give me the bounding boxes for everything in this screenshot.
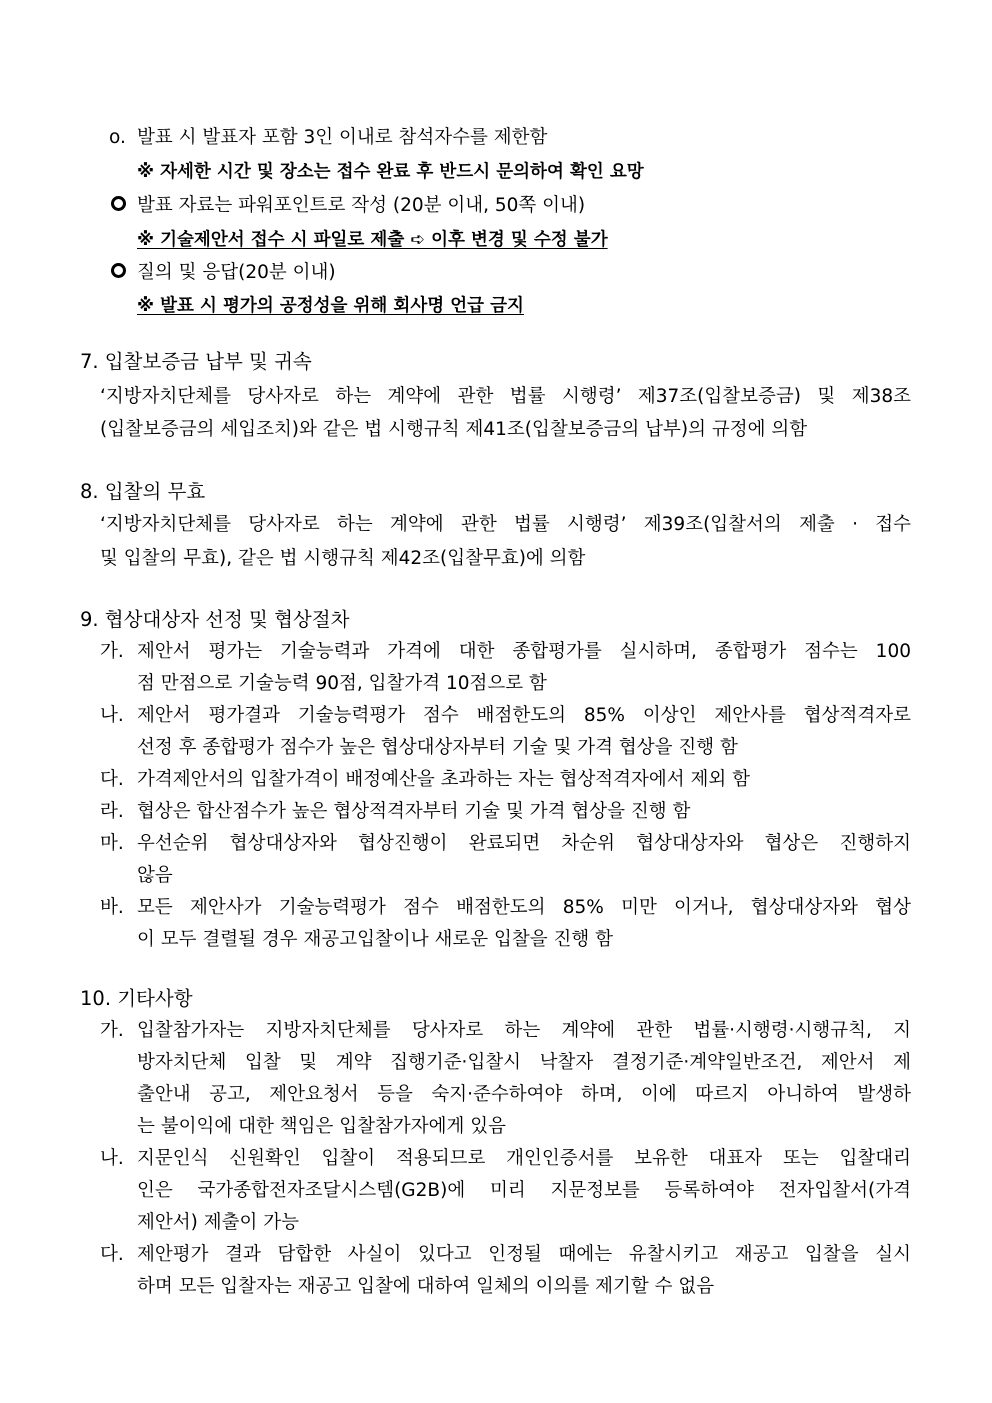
- list-item-line: 제안서 평가는 기술능력과 가격에 대한 종합평가를 실시하며, 종합평가 점수는 100: [137, 641, 911, 662]
- note-text: ※ 기술제안서 접수 시 파일로 제출 ➪ 이후 변경 및 수정 불가: [137, 230, 608, 250]
- section-heading: 8. 입찰의 무효: [80, 480, 206, 503]
- list-item-line: 모든 제안사가 기술능력평가 점수 배점한도의 85% 미만 이거나, 협상대상자와 협상: [137, 897, 911, 918]
- section-heading: 9. 협상대상자 선정 및 협상절차: [80, 608, 350, 631]
- list-item-line: 협상은 합산점수가 높은 협상적격자부터 기술 및 가격 협상을 진행 함: [137, 801, 691, 822]
- paragraph-line: ‘지방자치단체를 당사자로 하는 계약에 관한 법률 시행령’ 제39조(입찰서의 제출 · 접수: [100, 514, 911, 535]
- list-item-line: 입찰참가자는 지방자치단체를 당사자로 하는 계약에 관한 법률·시행령·시행규칙, 지: [137, 1020, 911, 1041]
- list-marker: 바.: [100, 897, 124, 918]
- hollow-circle-bullet-icon: [111, 193, 126, 219]
- list-item-line: 점 만점으로 기술능력 90점, 입찰가격 10점으로 함: [137, 673, 547, 694]
- list-item-line: 않음: [137, 865, 173, 886]
- list-item-line: 출안내 공고, 제안요청서 등을 숙지·준수하여야 하며, 이에 따르지 아니하여 발생하: [137, 1084, 911, 1105]
- list-marker: 나.: [100, 705, 124, 726]
- note-text: ※ 발표 시 평가의 공정성을 위해 회사명 언급 금지: [137, 296, 524, 316]
- list-item-line: 이 모두 결렬될 경우 재공고입찰이나 새로운 입찰을 진행 함: [137, 929, 613, 950]
- list-item-line: 가격제안서의 입찰가격이 배정예산을 초과하는 자는 협상적격자에서 제외 함: [137, 769, 751, 790]
- list-item-text: 발표 시 발표자 포함 3인 이내로 참석자수를 제한함: [137, 127, 548, 148]
- section-heading: 10. 기타사항: [80, 987, 193, 1010]
- list-item-line: 제안서) 제출이 가능: [137, 1212, 299, 1233]
- list-item-line: 지문인식 신원확인 입찰이 적용되므로 개인인증서를 보유한 대표자 또는 입찰대리: [137, 1148, 911, 1169]
- list-item-line: 제안서 평가결과 기술능력평가 점수 배점한도의 85% 이상인 제안사를 협상적격자로: [137, 705, 911, 726]
- list-item-line: 제안평가 결과 담합한 사실이 있다고 인정될 때에는 유찰시키고 재공고 입찰을 실시: [137, 1244, 911, 1265]
- paragraph-line: (입찰보증금의 세입조치)와 같은 법 시행규칙 제41조(입찰보증금의 납부)의 규정에 의함: [100, 419, 808, 440]
- list-marker: 마.: [100, 833, 124, 854]
- paragraph-line: 및 입찰의 무효), 같은 법 시행규칙 제42조(입찰무효)에 의함: [100, 548, 586, 569]
- section-heading: 7. 입찰보증금 납부 및 귀속: [80, 350, 312, 373]
- list-item-line: 는 불이익에 대한 책임은 입찰참가자에게 있음: [137, 1116, 506, 1137]
- list-item-line: 우선순위 협상대상자와 협상진행이 완료되면 차순위 협상대상자와 협상은 진행하지: [137, 833, 911, 854]
- list-marker: 가.: [100, 641, 124, 662]
- list-marker: 라.: [100, 801, 124, 822]
- list-marker: o.: [109, 127, 126, 148]
- list-item-line: 방자치단체 입찰 및 계약 집행기준·입찰시 낙찰자 결정기준·계약일반조건, 제안서 제: [137, 1052, 911, 1073]
- list-marker: 가.: [100, 1020, 124, 1041]
- list-item-line: 인은 국가종합전자조달시스템(G2B)에 미리 지문정보를 등록하여야 전자입찰서(가격: [137, 1180, 911, 1201]
- list-item-line: 선정 후 종합평가 점수가 높은 협상대상자부터 기술 및 가격 협상을 진행 함: [137, 737, 738, 758]
- list-item-text: 발표 자료는 파워포인트로 작성 (20분 이내, 50쪽 이내): [137, 195, 586, 216]
- list-marker: 다.: [100, 1244, 124, 1265]
- list-marker: 다.: [100, 769, 124, 790]
- list-item-text: 질의 및 응답(20분 이내): [137, 262, 336, 283]
- paragraph-line: ‘지방자치단체를 당사자로 하는 계약에 관한 법률 시행령’ 제37조(입찰보증금) 및 제38조: [100, 386, 911, 407]
- list-marker: 나.: [100, 1148, 124, 1169]
- hollow-circle-bullet-icon: [111, 260, 126, 286]
- list-item-line: 하며 모든 입찰자는 재공고 입찰에 대하여 일체의 이의를 제기할 수 없음: [137, 1276, 715, 1297]
- note-text: ※ 자세한 시간 및 장소는 접수 완료 후 반드시 문의하여 확인 요망: [137, 162, 644, 182]
